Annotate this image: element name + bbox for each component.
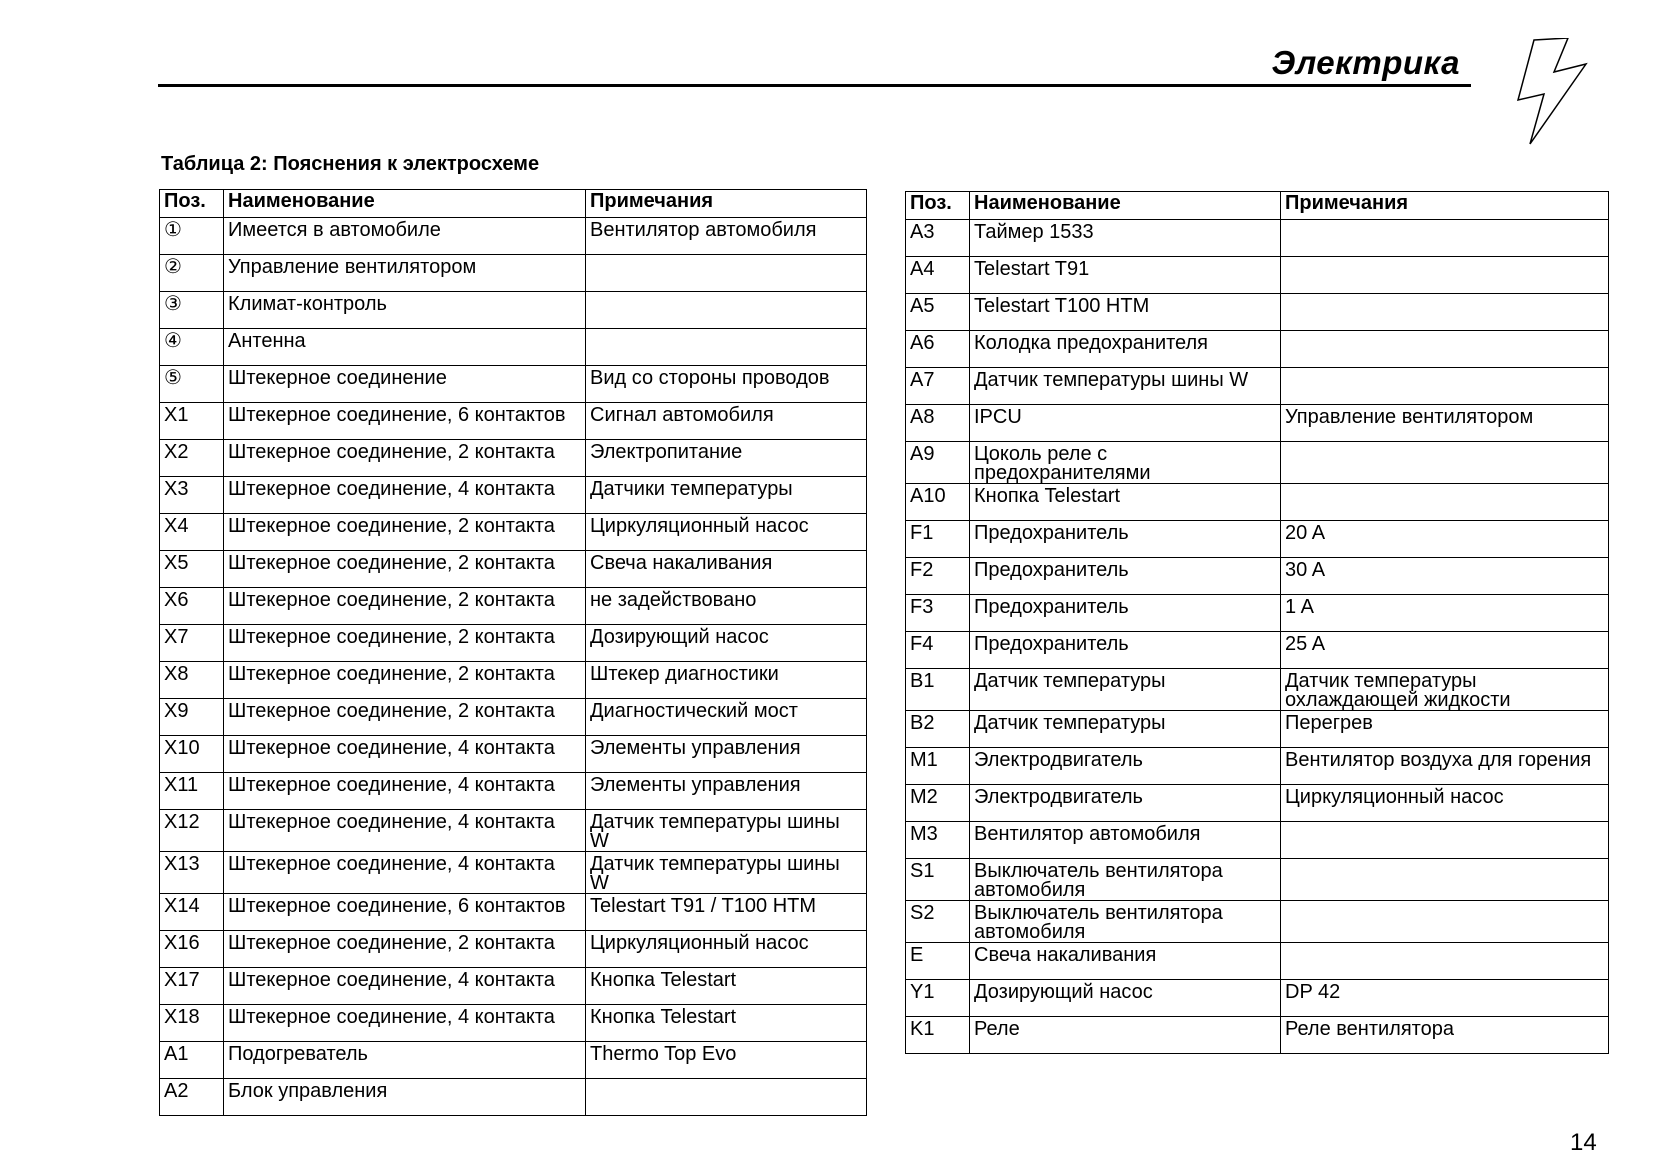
cell-pos: X17 bbox=[160, 968, 224, 1005]
cell-pos: X8 bbox=[160, 662, 224, 699]
column-header-name: Наименование bbox=[970, 192, 1281, 220]
cell-notes bbox=[1281, 220, 1609, 257]
table-row bbox=[906, 901, 1609, 943]
column-header-pos: Поз. bbox=[160, 190, 224, 218]
table-row bbox=[160, 588, 867, 625]
table-row bbox=[160, 699, 867, 736]
cell-notes: Вентилятор автомобиля bbox=[586, 218, 867, 255]
table-row bbox=[906, 859, 1609, 901]
column-header-name: Наименование bbox=[224, 190, 586, 218]
table-row bbox=[160, 440, 867, 477]
cell-pos: X7 bbox=[160, 625, 224, 662]
cell-name: Колодка предохранителя bbox=[970, 331, 1281, 368]
cell-name: Штекерное соединение, 2 контакта bbox=[224, 699, 586, 736]
cell-notes bbox=[1281, 294, 1609, 331]
cell-notes: не задействовано bbox=[586, 588, 867, 625]
column-header-pos: Поз. bbox=[906, 192, 970, 220]
lightning-bolt-icon bbox=[1516, 38, 1588, 146]
cell-name: Имеется в автомобиле bbox=[224, 218, 586, 255]
cell-name: Штекерное соединение, 2 контакта bbox=[224, 662, 586, 699]
cell-name: Датчик температуры bbox=[970, 711, 1281, 748]
table-row bbox=[160, 329, 867, 366]
cell-name: Штекерное соединение, 2 контакта bbox=[224, 625, 586, 662]
cell-pos: ③ bbox=[160, 292, 224, 329]
cell-pos: F2 bbox=[906, 558, 970, 595]
cell-notes bbox=[1281, 822, 1609, 859]
cell-pos: ④ bbox=[160, 329, 224, 366]
table-row bbox=[906, 484, 1609, 521]
cell-pos: A2 bbox=[160, 1079, 224, 1116]
cell-pos: X9 bbox=[160, 699, 224, 736]
table-row bbox=[906, 785, 1609, 822]
cell-pos: X13 bbox=[160, 852, 224, 894]
cell-notes: Telestart T91 / T100 HTM bbox=[586, 894, 867, 931]
table-row bbox=[160, 477, 867, 514]
cell-notes bbox=[1281, 901, 1609, 943]
cell-notes: Реле вентилятора bbox=[1281, 1017, 1609, 1054]
table-row bbox=[160, 736, 867, 773]
cell-notes: Циркуляционный насос bbox=[586, 514, 867, 551]
cell-name: Дозирующий насос bbox=[970, 980, 1281, 1017]
cell-pos: A10 bbox=[906, 484, 970, 521]
cell-pos: X16 bbox=[160, 931, 224, 968]
cell-notes: Датчик температуры шины W bbox=[586, 852, 867, 894]
table-row bbox=[906, 294, 1609, 331]
cell-name: Выключатель вентилятора автомобиля bbox=[970, 859, 1281, 901]
cell-pos: A1 bbox=[160, 1042, 224, 1079]
cell-name: Выключатель вентилятора автомобиля bbox=[970, 901, 1281, 943]
table-row bbox=[160, 810, 867, 852]
table-row bbox=[160, 931, 867, 968]
table-row bbox=[906, 711, 1609, 748]
cell-notes: Thermo Top Evo bbox=[586, 1042, 867, 1079]
table-row bbox=[906, 368, 1609, 405]
table-caption: Таблица 2: Пояснения к электросхеме bbox=[161, 153, 540, 175]
cell-name: Антенна bbox=[224, 329, 586, 366]
cell-pos: A7 bbox=[906, 368, 970, 405]
table-row bbox=[160, 968, 867, 1005]
cell-name: Telestart T100 HTM bbox=[970, 294, 1281, 331]
table-row bbox=[160, 894, 867, 931]
cell-pos: X4 bbox=[160, 514, 224, 551]
cell-pos: F1 bbox=[906, 521, 970, 558]
cell-notes bbox=[1281, 442, 1609, 484]
table-row bbox=[906, 558, 1609, 595]
cell-pos: A8 bbox=[906, 405, 970, 442]
cell-name: Цоколь реле с предохранителями bbox=[970, 442, 1281, 484]
cell-notes bbox=[586, 329, 867, 366]
cell-name: Telestart T91 bbox=[970, 257, 1281, 294]
table-row bbox=[906, 1017, 1609, 1054]
cell-notes bbox=[586, 255, 867, 292]
cell-notes bbox=[1281, 484, 1609, 521]
cell-notes: Перегрев bbox=[1281, 711, 1609, 748]
cell-pos: E bbox=[906, 943, 970, 980]
cell-name: Предохранитель bbox=[970, 595, 1281, 632]
cell-pos: X14 bbox=[160, 894, 224, 931]
table-row bbox=[160, 255, 867, 292]
cell-pos: B2 bbox=[906, 711, 970, 748]
table-header-row bbox=[160, 190, 867, 218]
table-row bbox=[160, 292, 867, 329]
cell-notes: 1 A bbox=[1281, 595, 1609, 632]
cell-name: Штекерное соединение, 4 контакта bbox=[224, 852, 586, 894]
table-row bbox=[160, 1042, 867, 1079]
cell-notes: Кнопка Telestart bbox=[586, 968, 867, 1005]
cell-notes bbox=[1281, 368, 1609, 405]
cell-notes: Датчики температуры bbox=[586, 477, 867, 514]
table-row bbox=[906, 632, 1609, 669]
cell-name: Штекерное соединение, 2 контакта bbox=[224, 440, 586, 477]
cell-pos: X2 bbox=[160, 440, 224, 477]
table-row bbox=[160, 852, 867, 894]
cell-name: Штекерное соединение, 2 контакта bbox=[224, 551, 586, 588]
cell-notes: Кнопка Telestart bbox=[586, 1005, 867, 1042]
cell-name: Предохранитель bbox=[970, 558, 1281, 595]
table-row bbox=[906, 748, 1609, 785]
cell-name: Реле bbox=[970, 1017, 1281, 1054]
cell-name: Датчик температуры bbox=[970, 669, 1281, 711]
table-row bbox=[906, 442, 1609, 484]
cell-name: Датчик температуры шины W bbox=[970, 368, 1281, 405]
cell-notes bbox=[1281, 331, 1609, 368]
cell-pos: X11 bbox=[160, 773, 224, 810]
cell-notes: 25 A bbox=[1281, 632, 1609, 669]
cell-name: Предохранитель bbox=[970, 521, 1281, 558]
cell-pos: X1 bbox=[160, 403, 224, 440]
cell-pos: Y1 bbox=[906, 980, 970, 1017]
cell-notes: Дозирующий насос bbox=[586, 625, 867, 662]
cell-name: Штекерное соединение, 4 контакта bbox=[224, 1005, 586, 1042]
cell-name: Подогреватель bbox=[224, 1042, 586, 1079]
table-row bbox=[906, 595, 1609, 632]
cell-pos: M3 bbox=[906, 822, 970, 859]
legend-table-left bbox=[159, 189, 867, 1116]
cell-notes: Штекер диагностики bbox=[586, 662, 867, 699]
table-row bbox=[906, 943, 1609, 980]
cell-name: Штекерное соединение, 2 контакта bbox=[224, 514, 586, 551]
cell-pos: M2 bbox=[906, 785, 970, 822]
table-row bbox=[906, 405, 1609, 442]
table-row bbox=[160, 1005, 867, 1042]
cell-pos: ② bbox=[160, 255, 224, 292]
column-header-notes: Примечания bbox=[586, 190, 867, 218]
cell-name: Таймер 1533 bbox=[970, 220, 1281, 257]
cell-notes: Элементы управления bbox=[586, 736, 867, 773]
table-header-row bbox=[906, 192, 1609, 220]
cell-name: Электродвигатель bbox=[970, 785, 1281, 822]
table-row bbox=[160, 662, 867, 699]
table-row bbox=[160, 403, 867, 440]
cell-name: Штекерное соединение, 4 контакта bbox=[224, 736, 586, 773]
table-row bbox=[160, 218, 867, 255]
table-row bbox=[160, 514, 867, 551]
cell-pos: M1 bbox=[906, 748, 970, 785]
cell-pos: A3 bbox=[906, 220, 970, 257]
cell-pos: ① bbox=[160, 218, 224, 255]
cell-name: Свеча накаливания bbox=[970, 943, 1281, 980]
cell-notes bbox=[1281, 859, 1609, 901]
cell-pos: X10 bbox=[160, 736, 224, 773]
table-row bbox=[906, 220, 1609, 257]
cell-notes: 20 A bbox=[1281, 521, 1609, 558]
table-row bbox=[906, 669, 1609, 711]
cell-notes: Циркуляционный насос bbox=[1281, 785, 1609, 822]
cell-pos: A9 bbox=[906, 442, 970, 484]
cell-name: Предохранитель bbox=[970, 632, 1281, 669]
cell-name: Штекерное соединение, 4 контакта bbox=[224, 773, 586, 810]
cell-notes: Элементы управления bbox=[586, 773, 867, 810]
table-row bbox=[160, 366, 867, 403]
cell-name: Электродвигатель bbox=[970, 748, 1281, 785]
cell-pos: S1 bbox=[906, 859, 970, 901]
column-header-notes: Примечания bbox=[1281, 192, 1609, 220]
cell-name: Управление вентилятором bbox=[224, 255, 586, 292]
cell-pos: X3 bbox=[160, 477, 224, 514]
table-row bbox=[906, 521, 1609, 558]
cell-pos: F4 bbox=[906, 632, 970, 669]
cell-notes: 30 A bbox=[1281, 558, 1609, 595]
cell-name: IPCU bbox=[970, 405, 1281, 442]
cell-notes: Диагностический мост bbox=[586, 699, 867, 736]
cell-notes: Датчик температуры охлаждающей жидкости bbox=[1281, 669, 1609, 711]
cell-notes: Сигнал автомобиля bbox=[586, 403, 867, 440]
cell-name: Климат-контроль bbox=[224, 292, 586, 329]
table-row bbox=[160, 551, 867, 588]
cell-notes: Вид со стороны проводов bbox=[586, 366, 867, 403]
cell-notes bbox=[1281, 943, 1609, 980]
cell-pos: X6 bbox=[160, 588, 224, 625]
header-divider bbox=[158, 84, 1471, 87]
cell-name: Штекерное соединение, 6 контактов bbox=[224, 894, 586, 931]
cell-name: Кнопка Telestart bbox=[970, 484, 1281, 521]
cell-pos: X12 bbox=[160, 810, 224, 852]
cell-pos: B1 bbox=[906, 669, 970, 711]
cell-name: Штекерное соединение, 2 контакта bbox=[224, 588, 586, 625]
cell-notes bbox=[586, 1079, 867, 1116]
table-row bbox=[160, 1079, 867, 1116]
cell-pos: F3 bbox=[906, 595, 970, 632]
page-section-title: Электрика bbox=[1271, 44, 1460, 81]
cell-notes: Управление вентилятором bbox=[1281, 405, 1609, 442]
cell-name: Штекерное соединение, 4 контакта bbox=[224, 968, 586, 1005]
table-row bbox=[906, 980, 1609, 1017]
cell-pos: ⑤ bbox=[160, 366, 224, 403]
cell-name: Блок управления bbox=[224, 1079, 586, 1116]
cell-name: Штекерное соединение bbox=[224, 366, 586, 403]
cell-name: Штекерное соединение, 4 контакта bbox=[224, 810, 586, 852]
page-number: 14 bbox=[1570, 1129, 1597, 1156]
table-row bbox=[906, 331, 1609, 368]
cell-pos: X18 bbox=[160, 1005, 224, 1042]
cell-notes: Датчик температуры шины W bbox=[586, 810, 867, 852]
cell-pos: A6 bbox=[906, 331, 970, 368]
table-row bbox=[160, 773, 867, 810]
cell-notes: Вентилятор воздуха для горения bbox=[1281, 748, 1609, 785]
cell-notes bbox=[1281, 257, 1609, 294]
cell-notes: Электропитание bbox=[586, 440, 867, 477]
table-row bbox=[906, 822, 1609, 859]
cell-pos: A5 bbox=[906, 294, 970, 331]
cell-notes bbox=[586, 292, 867, 329]
table-row bbox=[906, 257, 1609, 294]
cell-pos: K1 bbox=[906, 1017, 970, 1054]
cell-name: Штекерное соединение, 2 контакта bbox=[224, 931, 586, 968]
cell-name: Штекерное соединение, 4 контакта bbox=[224, 477, 586, 514]
cell-notes: Свеча накаливания bbox=[586, 551, 867, 588]
legend-table-right bbox=[905, 191, 1609, 1054]
cell-name: Вентилятор автомобиля bbox=[970, 822, 1281, 859]
cell-notes: DP 42 bbox=[1281, 980, 1609, 1017]
table-row bbox=[160, 625, 867, 662]
cell-notes: Циркуляционный насос bbox=[586, 931, 867, 968]
cell-name: Штекерное соединение, 6 контактов bbox=[224, 403, 586, 440]
cell-pos: A4 bbox=[906, 257, 970, 294]
cell-pos: X5 bbox=[160, 551, 224, 588]
cell-pos: S2 bbox=[906, 901, 970, 943]
